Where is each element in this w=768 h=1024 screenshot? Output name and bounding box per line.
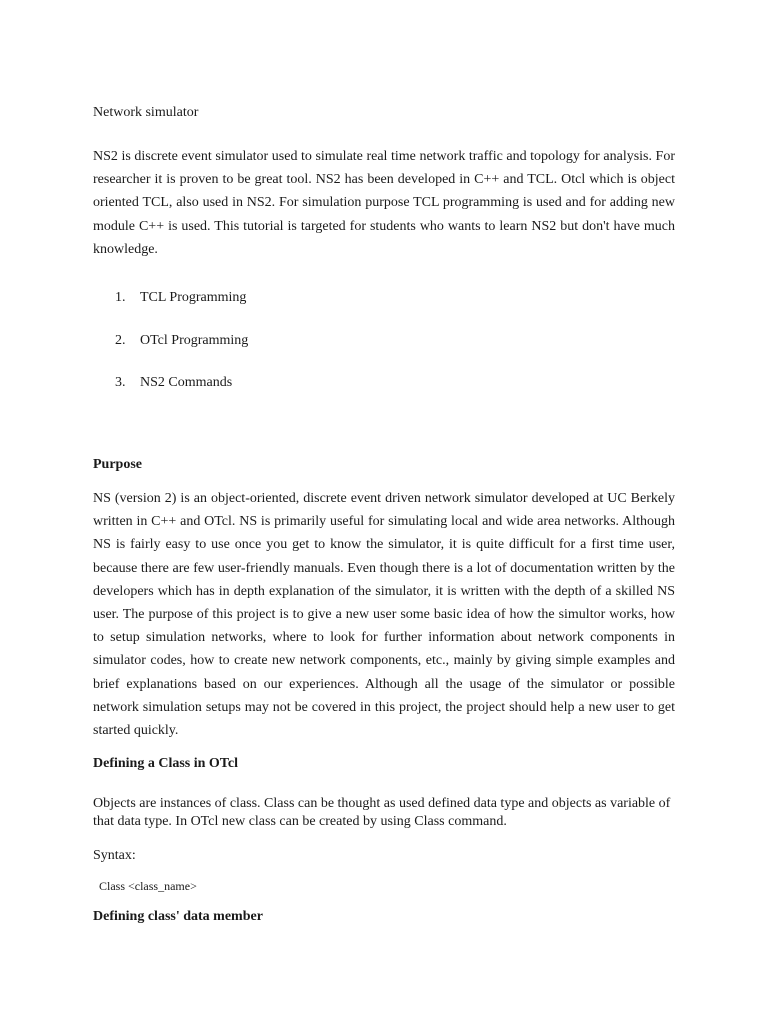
- purpose-paragraph: NS (version 2) is an object-oriented, discrete event driven network simulator developed at UC Berkely written in C++ and OTcl. NS is primarily useful for simulating local and wide area networks. Although NS is fairly easy to use once you get to know the simulator, it is quite difficult for a first time user, because there are few user-friendly manuals. Even though there is a lot of documentation written by the developers which has in depth explanation of the simulator, it is written with the depth of a skilled NS user. The purpose of this project is to give a new user some basic idea of how the simultor works, how to setup simulation networks, where to look for further information about network components in simulator codes, how to create new network components, etc., mainly by giving simple examples and brief explanations based on our experiences. Although all the usage of the simulator or possible network simulation setups may not be covered in this project, the project should help a new user to get started quickly.: [93, 491, 675, 739]
- document-title: Network simulator: [93, 105, 199, 120]
- class-heading: Defining a Class in OTcl: [93, 756, 238, 771]
- list-text: NS2 Commands: [140, 375, 233, 390]
- data-member-heading: Defining class' data member: [93, 909, 263, 924]
- syntax-label: Syntax:: [93, 848, 136, 863]
- list-item: [115, 373, 232, 393]
- list-text: TCL Programming: [140, 290, 247, 305]
- purpose-heading: Purpose: [93, 457, 142, 472]
- list-text: OTcl Programming: [140, 333, 249, 348]
- syntax-code: Class <class_name>: [99, 879, 197, 893]
- list-number: 1.: [115, 290, 126, 305]
- list-number: 2.: [115, 333, 126, 348]
- list-item: [115, 331, 248, 351]
- intro-paragraph: NS2 is discrete event simulator used to simulate real time network traffic and topology for analysis. For researcher it is proven to be great tool. NS2 has been developed in C++ and TCL. Otcl which is object oriented TCL, also used in NS2. For simulation purpose TCL programming is used and for adding new module C++ is used. This tutorial is targeted for students who wants to learn NS2 but don't have much knowledge.: [93, 149, 675, 257]
- list-item: [115, 288, 246, 308]
- class-paragraph: Objects are instances of class. Class can be thought as used defined data type and objects as variable of that data type. In OTcl new class can be created by using Class command.: [93, 796, 671, 829]
- list-number: 3.: [115, 375, 126, 390]
